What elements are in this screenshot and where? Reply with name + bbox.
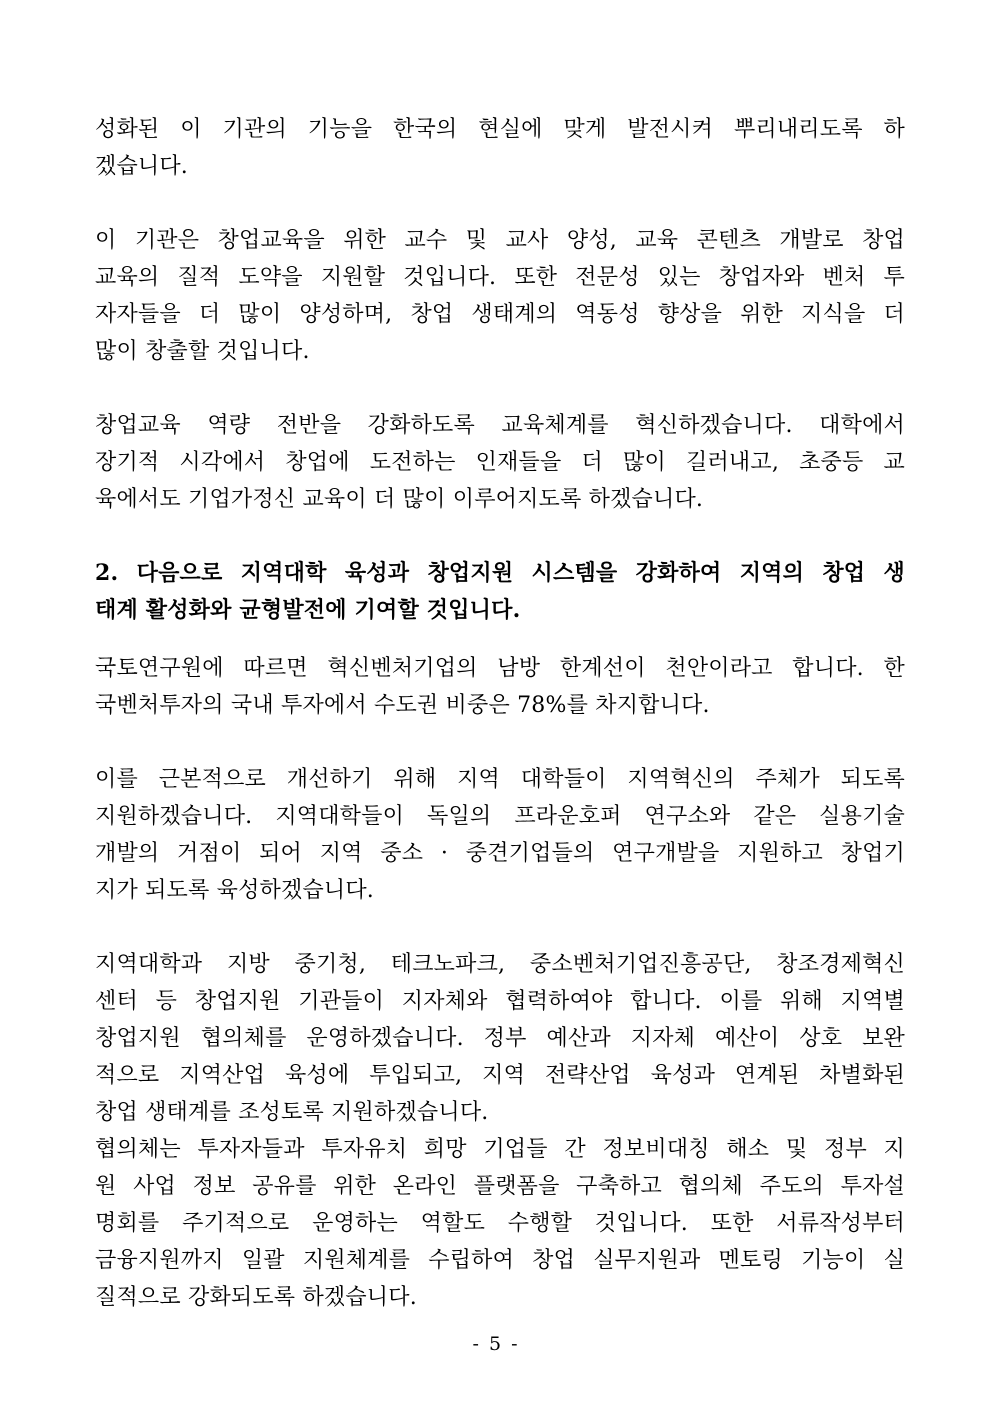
text-line: 교육의 질적 도약을 지원할 것입니다. 또한 전문성 있는 창업자와 벤처 투 [95,265,905,290]
text-line: 지역대학과 지방 중기청, 테크노파크, 중소벤처기업진흥공단, 창조경제혁신 [95,952,905,977]
text-line: 성화된 이 기관의 기능을 한국의 현실에 맞게 발전시켜 뿌리내리도록 하 [95,117,905,142]
paragraph [95,650,905,724]
text-line: 원 사업 정보 공유를 위한 온라인 플랫폼을 구축하고 협의체 주도의 투자설 [95,1174,905,1199]
text-line: 적으로 지역산업 육성에 투입되고, 지역 전략산업 육성과 연계된 차별화된 [95,1063,905,1088]
text-line: 육에서도 기업가정신 교육이 더 많이 이루어지도록 하겠습니다. [95,487,704,512]
paragraph [95,111,905,185]
text-line: 명회를 주기적으로 운영하는 역할도 수행할 것입니다. 또한 서류작성부터 [95,1211,905,1236]
text-line: 창업지원 협의체를 운영하겠습니다. 정부 예산과 지자체 예산이 상호 보완 [95,1026,905,1051]
text-line: 창업 생태계를 조성토록 지원하겠습니다. [95,1100,489,1125]
text-line: 창업교육 역량 전반을 강화하도록 교육체계를 혁신하겠습니다. 대학에서 [95,413,905,438]
page-number: - 5 - [472,1333,520,1355]
text-line: 이 기관은 창업교육을 위한 교수 및 교사 양성, 교육 콘텐츠 개발로 창업 [95,228,905,253]
text-line: 국벤처투자의 국내 투자에서 수도권 비중은 78%를 차지합니다. [95,693,710,718]
text-line: 개발의 거점이 되어 지역 중소 · 중견기업들의 연구개발을 지원하고 창업기 [95,841,905,866]
text-line: 겠습니다. [95,154,189,179]
paragraph [95,222,905,370]
text-line: 질적으로 강화되도록 하겠습니다. [95,1285,417,1310]
text-line: 이를 근본적으로 개선하기 위해 지역 대학들이 지역혁신의 주체가 되도록 [95,767,905,792]
document-body [95,111,905,1316]
text-line: 센터 등 창업지원 기관들이 지자체와 협력하여야 합니다. 이를 위해 지역별 [95,989,905,1014]
text-line: 장기적 시각에서 창업에 도전하는 인재들을 더 많이 길러내고, 초중등 교 [95,450,905,475]
paragraph [95,1131,905,1316]
text-line: 협의체는 투자자들과 투자유치 희망 기업들 간 정보비대칭 해소 및 정부 지 [95,1137,905,1162]
text-line: 자자들을 더 많이 양성하며, 창업 생태계의 역동성 향상을 위한 지식을 더 [95,302,905,327]
text-line: 지원하겠습니다. 지역대학들이 독일의 프라운호퍼 연구소와 같은 실용기술 [95,804,905,829]
text-line: 금융지원까지 일괄 지원체계를 수립하여 창업 실무지원과 멘토링 기능이 실 [95,1248,905,1273]
section-heading [95,555,905,629]
heading-line: 태계 활성화와 균형발전에 기여할 것입니다. [95,597,521,623]
heading-line: 2. 다음으로 지역대학 육성과 창업지원 시스템을 강화하여 지역의 창업 생 [95,560,905,586]
paragraph [95,946,905,1131]
text-line: 많이 창출할 것입니다. [95,339,310,364]
text-line: 지가 되도록 육성하겠습니다. [95,878,375,903]
paragraph [95,761,905,909]
text-line: 국토연구원에 따르면 혁신벤처기업의 남방 한계선이 천안이라고 합니다. 한 [95,656,905,681]
paragraph [95,407,905,518]
